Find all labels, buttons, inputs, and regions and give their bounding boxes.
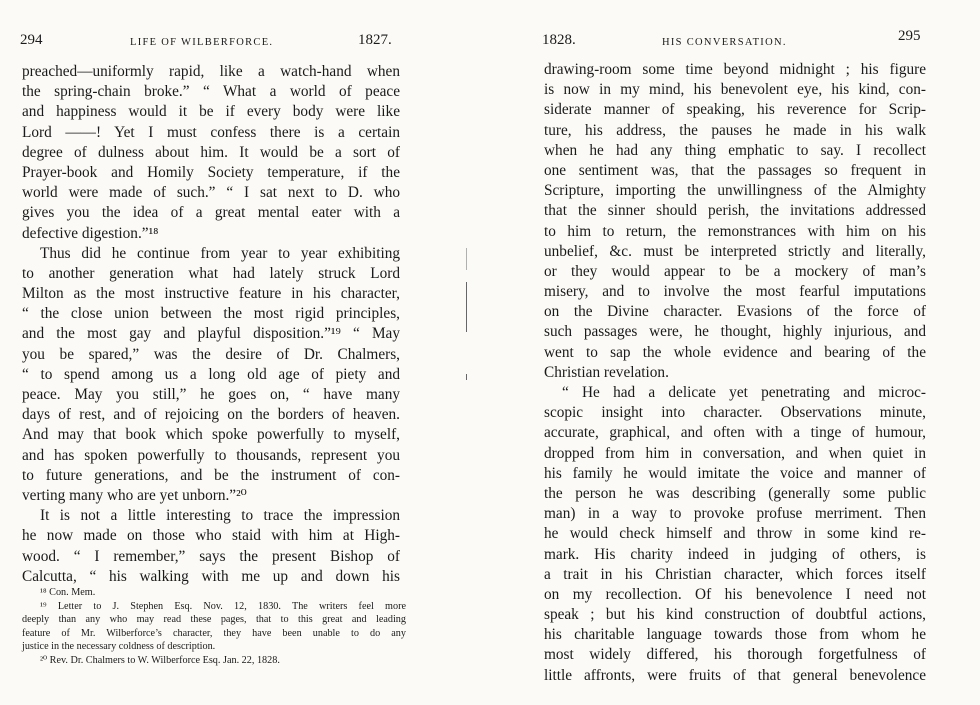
text-line: he now made on those who staid with him at High- — [22, 527, 400, 545]
text-line: and has spoken powerfully to thousands, represent you — [22, 446, 400, 464]
text-line: his family he would imitate the voice and manner of — [544, 464, 926, 482]
text-line: to another generation what had lately struck Lord — [22, 264, 400, 282]
text-line: dropped from him in conversation, and when quiet in — [544, 444, 926, 462]
text-line: Thus did he continue from year to year exhibiting — [40, 244, 400, 262]
text-line: the person he was describing (generally some public — [544, 484, 926, 502]
text-line: Milton as the most instructive feature in his character, — [22, 285, 400, 303]
text-line: a trait in his Christian character, which forces itself — [544, 565, 926, 583]
text-line: accurate, graphical, and often with a tinge of humour, — [544, 424, 926, 442]
text-line: little affronts, were fruits of that general benevolence — [544, 666, 926, 684]
text-line: “ He had a delicate yet penetrating and microc- — [562, 384, 926, 401]
text-line: he would check himself and throw in some kind re- — [544, 525, 926, 543]
text-line: mark. His charity indeed in judging of others, is — [544, 545, 926, 563]
footnotes — [22, 586, 406, 668]
text-line: world were made of such.” “ I sat next to D. who — [22, 184, 400, 202]
text-line: or they would appear to be a mockery of man’s — [544, 262, 926, 280]
text-line: Lord ——! Yet I must confess there is a certain — [22, 123, 400, 141]
text-line: went to sap the whole evidence and bearing of the — [544, 343, 926, 361]
gutter-mark — [466, 374, 467, 380]
gutter-mark — [466, 248, 467, 270]
footnote: ¹⁹ Letter to J. Stephen Esq. Nov. 12, 1830. The writers feel more — [40, 600, 406, 612]
text-line: unbelief, &c. must be interpreted strictly and literally, — [544, 242, 926, 260]
text-line: scopic insight into character. Observations minute, — [544, 404, 926, 422]
left-running-head: LIFE OF WILBERFORCE. — [130, 37, 274, 48]
left-year: 1827. — [358, 32, 392, 48]
text-line: his charitable language towards those from whom he — [544, 626, 926, 644]
text-line: Calcutta, “ his walking with me up and down his — [22, 567, 400, 585]
right-body-text — [544, 60, 926, 686]
text-line: siderate manner of speaking, his reverence for Scrip- — [544, 101, 926, 119]
left-body-text — [22, 62, 400, 587]
text-line: ture, his address, the pauses he made in his walk — [544, 121, 926, 139]
text-line: Christian revelation. — [544, 363, 669, 381]
footnote: ²⁰ Rev. Dr. Chalmers to W. Wilberforce Esq. Jan. 22, 1828. — [40, 654, 280, 666]
text-line: Prayer-book and Homily Society temperature, if the — [22, 163, 400, 181]
gutter-mark — [466, 282, 467, 332]
footnote: feature of Mr. Wilberforce’s character, they have been unable to do any — [22, 627, 406, 639]
text-line: is now in my mind, his benevolent eye, his kind, con- — [544, 81, 926, 99]
text-line: degree of dulness about him. It would be a sort of — [22, 143, 400, 161]
right-page — [490, 0, 980, 705]
text-line: drawing-room some time beyond midnight ; his figure — [544, 61, 926, 78]
right-running-head: HIS CONVERSATION. — [662, 37, 787, 48]
text-line: misery, and to involve the most fearful imputations — [544, 283, 926, 301]
left-page-number: 294 — [20, 32, 43, 48]
text-line: you be spared,” was the desire of Dr. Chalmers, — [22, 345, 400, 363]
text-line: when he had any thing emphatic to say. I recollect — [544, 141, 926, 159]
text-line: And may that book which spoke powerfully to myself, — [22, 426, 400, 444]
text-line: days of rest, and of rejoicing on the borders of heaven. — [22, 406, 400, 424]
text-line: on my recollection. Of his benevolence I need not — [544, 585, 926, 603]
text-line: Scripture, importing the unwillingness of the Almighty — [544, 182, 926, 200]
text-line: one sentiment was, that the passages so frequent in — [544, 161, 926, 179]
text-line: “ to spend among us a long old age of piety and — [22, 365, 400, 383]
right-page-number: 295 — [898, 28, 921, 44]
text-line: defective digestion.”¹⁸ — [22, 224, 159, 242]
text-line: speak ; but his kind construction of doubtful actions, — [544, 606, 926, 624]
text-line: peace. May you still,” he goes on, “ have many — [22, 386, 400, 403]
text-line: such passages were, he thought, highly injurious, and — [544, 323, 926, 341]
text-line: gives you the idea of a great mental eater with a — [22, 204, 400, 222]
text-line: on the Divine character. Evasions of the force of — [544, 303, 926, 321]
text-line: verting many who are yet unborn.”²⁰ — [22, 486, 247, 504]
text-line: “ the close union between the most rigid principles, — [22, 305, 400, 323]
right-year: 1828. — [542, 32, 576, 48]
text-line: that the sinner should perish, the invitations addressed — [544, 202, 926, 220]
text-line: and the most gay and playful disposition.”¹⁹ “ May — [22, 325, 400, 343]
text-line: preached—uniformly rapid, like a watch-hand when — [22, 63, 400, 80]
text-line: the spring-chain broke.” “ What a world of peace — [22, 83, 400, 101]
text-line: It is not a little interesting to trace the impression — [40, 507, 400, 525]
text-line: and happiness would it be if every body were like — [22, 103, 400, 121]
footnote: deeply than any who may read these pages, that to this great and leading — [22, 614, 406, 626]
footnote: ¹⁸ Con. Mem. — [40, 587, 96, 598]
text-line: most widely differed, his thorough forgetfulness of — [544, 646, 926, 664]
text-line: to him to return, the remonstrances with him on his — [544, 222, 926, 240]
text-line: to future generations, and be the instrument of con- — [22, 466, 400, 484]
text-line: man) in a way to provoke profuse merriment. Then — [544, 505, 926, 523]
footnote: justice in the necessary coldness of description. — [22, 641, 216, 653]
text-line: wood. “ I remember,” says the present Bishop of — [22, 547, 400, 565]
